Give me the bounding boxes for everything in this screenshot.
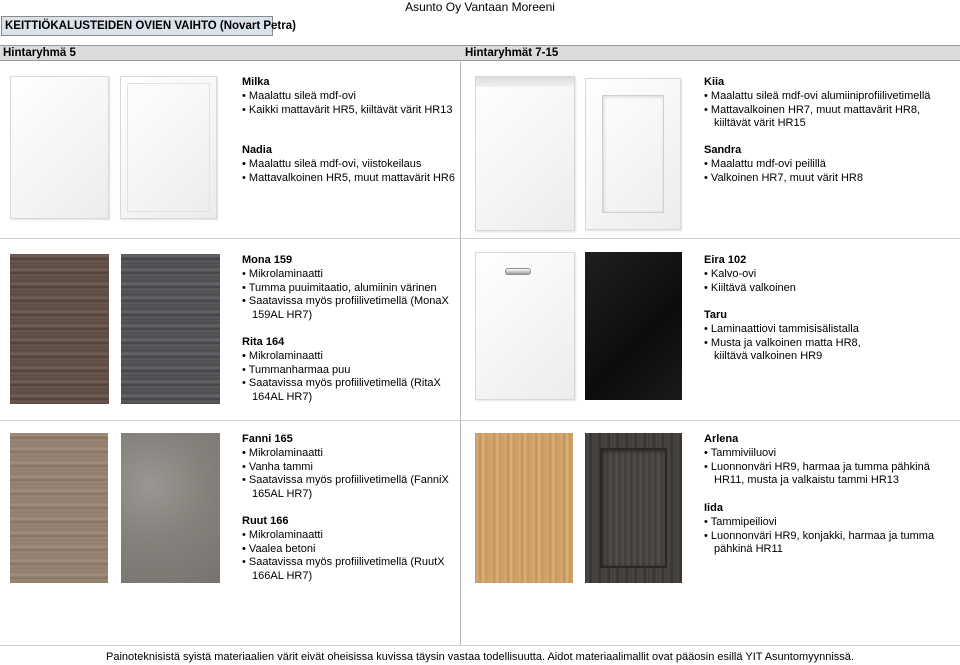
spec-line: • Mikrolaminaatti — [242, 446, 323, 459]
spec-line: • Tummanharmaa puu — [242, 363, 351, 376]
bullet-glyph: • — [704, 515, 708, 528]
door-name: Nadia — [242, 144, 272, 156]
row-divider — [0, 645, 960, 646]
bullet-glyph: • — [704, 529, 708, 542]
bullet-glyph: • — [704, 157, 708, 170]
spec-line: • Kiiltävä valkoinen — [704, 281, 796, 294]
bullet-glyph: • — [704, 446, 708, 459]
row-divider — [0, 420, 960, 421]
door-mona-image — [10, 254, 109, 404]
description-rita — [242, 336, 454, 405]
page-title: KEITTIÖKALUSTEIDEN OVIEN VAIHTO (Novart Petra) — [1, 16, 273, 36]
spec-line: • Luonnonväri HR9, konjakki, harmaa ja tumma pähkinä HR11 — [704, 529, 935, 556]
spec-line: • Kalvo-ovi — [704, 267, 757, 280]
spec-line: • Kaikki mattavärit HR5, kiiltävät värit HR13 — [242, 103, 453, 116]
bullet-glyph: • — [704, 171, 708, 184]
spec-line: • Laminaattiovi tammisisälistalla — [704, 322, 859, 335]
door-name: Taru — [704, 309, 728, 321]
spec-line: • Tammipeiliovi — [704, 515, 777, 528]
bullet-glyph: • — [704, 89, 708, 102]
row-divider — [0, 238, 960, 239]
bullet-glyph: • — [242, 103, 246, 116]
spec-line: • Mikrolaminaatti — [242, 528, 323, 541]
description-kiia — [704, 76, 956, 131]
door-name: Iida — [704, 502, 723, 514]
bullet-glyph: • — [242, 157, 246, 170]
door-fanni-image — [10, 433, 108, 583]
bullet-glyph: • — [704, 322, 708, 335]
description-taru — [704, 309, 874, 364]
description-arlena — [704, 433, 939, 488]
bullet-glyph: • — [242, 363, 246, 376]
supplier-name: Asunto Oy Vantaan Moreeni — [405, 0, 555, 14]
spec-line: • Mattavalkoinen HR7, muut mattavärit HR8, kiiltävät värit HR15 — [704, 103, 921, 130]
spec-line: • Saatavissa myös profiilivetimellä (RitaX 164AL HR7) — [242, 377, 441, 404]
bullet-glyph: • — [242, 171, 246, 184]
footer-note: Painoteknisistä syistä materiaalien värit eivät oheisissa kuvissa täysin vastaa todellisuutta. Aidot materiaalimallit ovat pääosin esillä YIT Asuntomyynnissä. — [106, 651, 854, 663]
door-iida-image — [585, 433, 682, 583]
spec-line: • Tammiviiluovi — [704, 446, 777, 459]
door-arlena-image — [475, 433, 573, 583]
door-kiia-image — [475, 76, 575, 231]
description-milka — [242, 76, 457, 117]
bullet-glyph: • — [704, 281, 708, 294]
bullet-glyph: • — [242, 474, 246, 487]
bullet-glyph: • — [704, 103, 708, 116]
bullet-glyph: • — [242, 89, 246, 102]
description-mona — [242, 254, 454, 323]
spec-line: • Mikrolaminaatti — [242, 349, 323, 362]
spec-line: • Saatavissa myös profiilivetimellä (RuutX 166AL HR7) — [242, 556, 445, 583]
spec-line: • Mikrolaminaatti — [242, 267, 323, 280]
door-name: Mona 159 — [242, 254, 293, 266]
bullet-glyph: • — [704, 336, 708, 349]
door-milka-image — [10, 76, 109, 219]
spec-line: • Vanha tammi — [242, 460, 313, 473]
spec-line: • Mattavalkoinen HR5, muut mattavärit HR6 — [242, 171, 455, 184]
spec-line: • Saatavissa myös profiilivetimellä (MonaX 159AL HR7) — [242, 295, 449, 322]
door-eira-image — [475, 252, 575, 400]
door-rita-image — [121, 254, 220, 404]
bullet-glyph: • — [242, 446, 246, 459]
spec-line: • Luonnonväri HR9, harmaa ja tumma pähkinä HR11, musta ja valkaistu tammi HR13 — [704, 460, 930, 487]
bullet-glyph: • — [242, 295, 246, 308]
spec-line: • Maalattu sileä mdf-ovi alumiiniprofiilivetimellä — [704, 89, 931, 102]
spec-line: • Valkoinen HR7, muut värit HR8 — [704, 171, 863, 184]
door-name: Sandra — [704, 144, 742, 156]
bullet-glyph: • — [242, 281, 246, 294]
door-taru-image — [585, 252, 682, 400]
bullet-glyph: • — [242, 542, 246, 555]
door-name: Eira 102 — [704, 254, 747, 266]
bullet-glyph: • — [242, 267, 246, 280]
spec-line: • Saatavissa myös profiilivetimellä (FanniX 165AL HR7) — [242, 474, 449, 501]
description-sandra — [704, 144, 956, 185]
door-name: Arlena — [704, 433, 739, 445]
bullet-glyph: • — [242, 460, 246, 473]
spec-line: • Maalattu mdf-ovi peilillä — [704, 157, 826, 170]
group-left-label: Hintaryhmä 5 — [3, 47, 76, 59]
door-nadia-image — [120, 76, 217, 219]
bullet-glyph: • — [242, 556, 246, 569]
door-name: Fanni 165 — [242, 433, 293, 445]
door-ruut-image — [121, 433, 220, 583]
description-iida — [704, 502, 939, 557]
door-name: Kiia — [704, 76, 725, 88]
door-name: Milka — [242, 76, 270, 88]
door-name: Rita 164 — [242, 336, 285, 348]
group-right-label: Hintaryhmät 7-15 — [465, 47, 559, 59]
bullet-glyph: • — [242, 528, 246, 541]
spec-line: • Maalattu sileä mdf-ovi — [242, 89, 356, 102]
price-group-bar — [0, 45, 960, 61]
door-name: Ruut 166 — [242, 515, 289, 527]
bullet-glyph: • — [704, 267, 708, 280]
description-ruut — [242, 515, 454, 584]
description-fanni — [242, 433, 454, 502]
spec-line: • Maalattu sileä mdf-ovi, viistokeilaus — [242, 157, 422, 170]
bullet-glyph: • — [242, 349, 246, 362]
spec-line: • Tumma puuimitaatio, alumiinin värinen — [242, 281, 437, 294]
spec-line: • Vaalea betoni — [242, 542, 316, 555]
spec-line: • Musta ja valkoinen matta HR8, kiiltävä valkoinen HR9 — [704, 336, 861, 363]
bullet-glyph: • — [704, 460, 708, 473]
door-sandra-image — [585, 78, 681, 230]
column-divider — [460, 62, 461, 645]
bullet-glyph: • — [242, 377, 246, 390]
description-nadia — [242, 144, 457, 185]
description-eira — [704, 254, 874, 295]
